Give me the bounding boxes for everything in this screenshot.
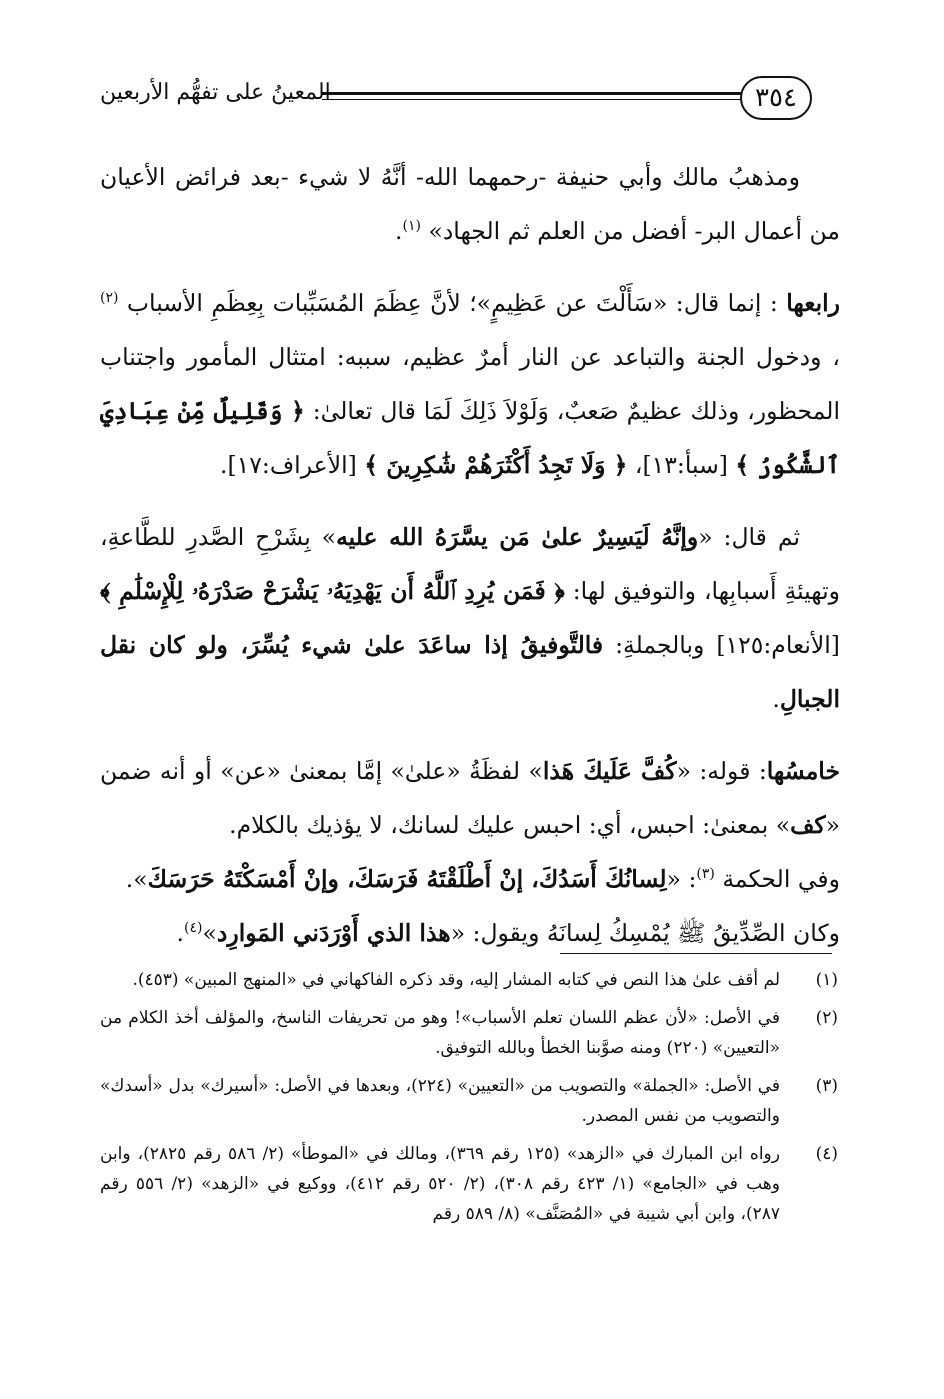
paragraph-6-end: . xyxy=(176,919,185,947)
header-rule xyxy=(322,92,746,100)
keyword-kuff: كف xyxy=(790,811,826,839)
footnote-item xyxy=(100,1071,840,1131)
paragraph-6-text-b: » xyxy=(202,919,217,947)
footnotes xyxy=(100,965,840,1237)
footnote-number: (٤) xyxy=(815,1144,838,1164)
footnote-text: لم أقف علىٰ هذا النص في كتابه المشار إليه، وقد ذكره الفاكهاني في «المنهج المبين» (٤٥٣). xyxy=(132,970,780,990)
paragraph-6-text-a: وكان الصِّدِّيقُ ﷺ يُمْسِكُ لِسانَهُ ويقول: « xyxy=(450,919,840,947)
paragraph-5-text-a: وفي الحكمة xyxy=(722,865,840,893)
paragraph-2-lead: رابعها xyxy=(786,289,840,317)
paragraph-3-end: . xyxy=(772,685,780,713)
footnote-ref-2[interactable]: (٢) xyxy=(100,290,119,307)
footnote-number: (١) xyxy=(815,970,838,990)
paragraph-3-text-b: » بِشَرْحِ الصَّدرِ للطَّاعةِ، وتهيئةِ أَسبابِها، والتوفيق لها: xyxy=(100,523,840,605)
wisdom-quote: لِسانُكَ أَسَدُكَ، إنْ أَطْلَقْتَهُ فَرَسَكَ، وإنْ أَمْسَكْتَهُ حَرَسَكَ xyxy=(147,865,667,893)
verse-ref-1: [سبأ:١٣]، xyxy=(627,451,728,479)
quran-verse-1: ﴿ وَقَلِيلٌ مِّنْ عِبَادِيَ ٱلشَّكُورُ ﴾ xyxy=(100,397,840,479)
paragraph-4-text-c: » بمعنىٰ: احبس، أي: احبس عليك لسانك، لا يؤذيك بالكلام. xyxy=(229,811,791,839)
quran-verse-3: ﴿ فَمَن يُرِدِ ٱللَّهُ أَن يَهْدِيَهُۥ يَشْرَحْ صَدْرَهُۥ لِلْإِسْلَٰمِ ﴾ xyxy=(100,577,565,605)
paragraph-1-text: ومذهبُ مالك وأبي حنيفة -رحمهما الله- أنَّهُ لا شيء -بعد فرائض الأعيان من أعمال البر- أفضل من العلم ثم الجهاد» xyxy=(100,163,840,245)
paragraph-4-text-b: » لفظَةُ «علىٰ» إمَّا بمعنىٰ «عن» أو أنه ضمن « xyxy=(100,757,840,839)
hadith-quote-2: كُفَّ عَلَيكَ هَذا xyxy=(542,757,677,785)
page-number: ٣٥٤ xyxy=(740,76,812,120)
siddiq-quote: هذا الذي أَوْرَدَني المَوارِد xyxy=(216,919,451,947)
paragraph-4-lead: خامسُها xyxy=(766,757,840,785)
verse-ref-2: [الأعراف:١٧]. xyxy=(220,451,357,479)
paragraph-1-end: . xyxy=(395,217,403,245)
paragraph-4-text-a: : قوله: « xyxy=(676,757,767,785)
footnote-separator xyxy=(560,953,832,954)
footnote-text: رواه ابن المبارك في «الزهد» (١٢٥ رقم ٣٦٩)، ومالك في «الموطأ» (٢/ ٥٨٦ رقم ٢٨٢٥)، وابن وهب في «الجامع» (١/ ٤٢٣ رقم ٣٠٨)، (٢/ ٥٢٠ رقم ٤١٢)، ووكيع في «الزهد» (٢/ ٥٥٦ رقم ٢٨٧)، وابن أبي شيبة في «المُصَنَّف» (٨/ ٥٨٩ رقم xyxy=(100,1144,780,1224)
paragraph-1 xyxy=(100,150,840,258)
paragraph-2 xyxy=(100,276,840,492)
footnote-text: في الأصل: «الجملة» والتصويب من «التعيين» (٢٢٤)، وبعدها في الأصل: «أسيرك» بدل «أسدك» والتصويب من نفس المصدر. xyxy=(100,1076,780,1126)
footnote-ref-1[interactable]: (١) xyxy=(402,218,421,235)
footnote-item xyxy=(100,1003,840,1063)
quran-verse-2: ﴿ وَلَا تَجِدُ أَكْثَرَهُمْ شَٰكِرِينَ ﴾ xyxy=(364,451,628,479)
paragraph-3-text-c: [الأنعام:١٢٥] وبالجملةِ: xyxy=(615,631,840,659)
paragraph-5-text-c: ». xyxy=(125,865,148,893)
paragraph-2-text-b: ، ودخول الجنة والتباعد عن النار أمرٌ عظيم، سببه: امتثال المأمور واجتناب المحظور، وذلك عظيمٌ صَعبٌ، وَلَوْلاَ ذَلِكَ لَمَا قال تعالىٰ: xyxy=(100,343,840,425)
footnote-text: في الأصل: «لأن عظم اللسان تعلم الأسباب»! وهو من تحريفات الناسخ، والمؤلف أخذ الكلام من «التعيين» (٢٢٠) ومنه صوَّبنا الخطأ وبالله التوفيق. xyxy=(100,1008,780,1058)
footnote-item xyxy=(100,1139,840,1229)
paragraph-6 xyxy=(100,906,840,960)
paragraph-3-text-a: ثم قال: « xyxy=(698,523,800,551)
paragraph-5-text-b: : « xyxy=(666,865,697,893)
running-title: المعينُ على تفهُّم الأربعين xyxy=(100,80,331,105)
paragraph-3 xyxy=(100,510,840,726)
paragraph-3-bold: فالتَّوفيقُ إذا ساعَدَ علىٰ شيء يُسِّرَ، ولو كان نقل الجبالِ xyxy=(100,631,840,713)
paragraph-5 xyxy=(100,852,840,906)
footnote-ref-3[interactable]: (٣) xyxy=(696,866,715,883)
footnote-item xyxy=(100,965,840,995)
paragraph-2-text-a: : إنما قال: «سَأَلْتَ عن عَظِيمٍ»؛ لأنَّ عِظَمَ المُسَبِّبات بِعِظَمِ الأسباب xyxy=(126,289,778,317)
page-header xyxy=(100,72,820,132)
paragraph-4 xyxy=(100,744,840,852)
footnote-number: (٢) xyxy=(815,1008,838,1028)
hadith-quote-1: وإنَّهُ لَيَسِيرٌ علىٰ مَن يسَّرَهُ الله عليه xyxy=(336,523,699,551)
footnote-number: (٣) xyxy=(815,1076,838,1096)
main-text xyxy=(100,150,840,960)
footnote-ref-4[interactable]: (٤) xyxy=(184,920,203,937)
